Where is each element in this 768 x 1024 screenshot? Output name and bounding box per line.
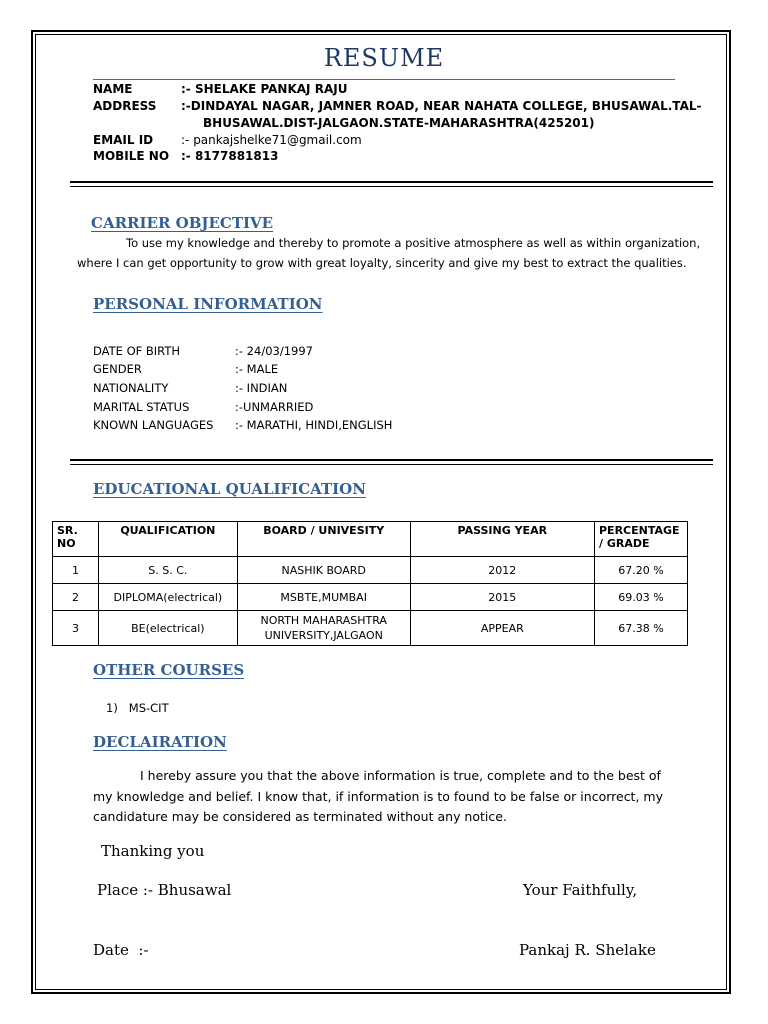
personal-value: :- INDIAN <box>235 381 288 395</box>
column-header: SR. NO <box>53 522 99 557</box>
email-label: EMAIL ID <box>93 133 154 147</box>
table-cell: APPEAR <box>410 611 594 646</box>
column-header: BOARD / UNIVESITY <box>237 522 410 557</box>
thanking-text: Thanking you <box>101 842 205 860</box>
table-cell: DIPLOMA(electrical) <box>98 584 237 611</box>
table-cell: 2012 <box>410 557 594 584</box>
name-label: NAME <box>93 82 133 96</box>
course-item: 1) MS-CIT <box>106 701 169 715</box>
objective-line-1: To use my knowledge and thereby to promote a positive atmosphere as well as within organization, <box>126 236 701 250</box>
objective-line-2: where I can get opportunity to grow with great loyalty, sincerity and give my best to extract the qualities. <box>77 256 687 270</box>
name-value: :- SHELAKE PANKAJ RAJU <box>181 82 348 96</box>
signature-name: Pankaj R. Shelake <box>519 941 656 959</box>
table-cell: 69.03 % <box>595 584 688 611</box>
courses-heading: OTHER COURSES <box>93 661 245 679</box>
address-line-2: BHUSAWAL.DIST-JALGAON.STATE-MAHARASHTRA(425201) <box>203 116 595 130</box>
header-divider <box>70 181 713 187</box>
table-row <box>53 584 688 611</box>
personal-value: :- MARATHI, HINDI,ENGLISH <box>235 418 393 432</box>
table-cell: 1 <box>53 557 99 584</box>
education-heading: EDUCATIONAL QUALIFICATION <box>93 480 366 498</box>
table-cell: 67.20 % <box>595 557 688 584</box>
column-header: QUALIFICATION <box>98 522 237 557</box>
declaration-line-1: I hereby assure you that the above information is true, complete and to the best of <box>140 768 661 783</box>
declaration-line-3: candidature may be considered as terminated without any notice. <box>93 809 507 824</box>
personal-label: GENDER <box>93 362 142 376</box>
personal-value: :-UNMARRIED <box>235 400 314 414</box>
declaration-line-2: my knowledge and belief. I know that, if information is to found to be false or incorrect, my <box>93 789 663 804</box>
declaration-heading: DECLAIRATION <box>93 733 227 751</box>
address-line-1: :-DINDAYAL NAGAR, JAMNER ROAD, NEAR NAHATA COLLEGE, BHUSAWAL.TAL- <box>181 99 702 113</box>
mobile-value: :- 8177881813 <box>181 149 279 163</box>
personal-label: DATE OF BIRTH <box>93 344 181 358</box>
personal-divider <box>70 459 713 465</box>
column-header: PASSING YEAR <box>410 522 594 557</box>
table-cell: NASHIK BOARD <box>237 557 410 584</box>
table-row <box>53 557 688 584</box>
table-cell: BE(electrical) <box>98 611 237 646</box>
title-rule <box>93 79 675 80</box>
table-cell: 67.38 % <box>595 611 688 646</box>
table-header-row <box>53 522 688 557</box>
faithfully-text: Your Faithfully, <box>523 881 638 899</box>
personal-heading: PERSONAL INFORMATION <box>93 295 323 313</box>
resume-title: RESUME <box>323 44 445 72</box>
table-cell: NORTH MAHARASHTRA UNIVERSITY,JALGAON <box>237 611 410 646</box>
objective-heading: CARRIER OBJECTIVE <box>91 214 274 232</box>
table-cell: 2015 <box>410 584 594 611</box>
place-text: Place :- Bhusawal <box>97 881 232 899</box>
table-row <box>53 611 688 646</box>
mobile-label: MOBILE NO <box>93 149 170 163</box>
table-cell: 3 <box>53 611 99 646</box>
column-header: PERCENTAGE / GRADE <box>595 522 688 557</box>
email-value: :- pankajshelke71@gmail.com <box>181 133 362 147</box>
education-table <box>52 521 688 646</box>
table-cell: S. S. C. <box>98 557 237 584</box>
personal-value: :- 24/03/1997 <box>235 344 313 358</box>
personal-value: :- MALE <box>235 362 279 376</box>
personal-label: NATIONALITY <box>93 381 169 395</box>
personal-label: MARITAL STATUS <box>93 400 190 414</box>
personal-label: KNOWN LANGUAGES <box>93 418 214 432</box>
table-cell: MSBTE,MUMBAI <box>237 584 410 611</box>
date-text: Date :- <box>93 941 149 959</box>
table-cell: 2 <box>53 584 99 611</box>
address-label: ADDRESS <box>93 99 157 113</box>
